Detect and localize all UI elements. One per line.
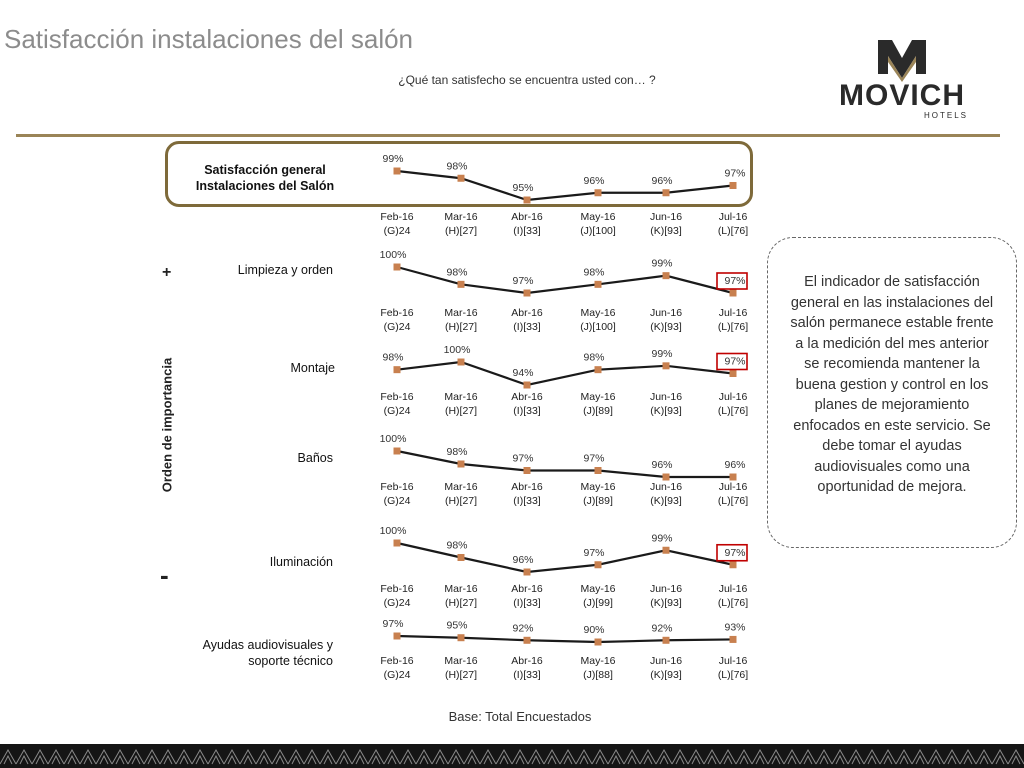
data-label: 97% xyxy=(724,546,746,559)
row-label-limpieza: Limpieza y orden xyxy=(237,263,333,277)
data-point xyxy=(730,561,737,568)
x-tick-label: Feb-16 xyxy=(380,583,414,595)
data-point xyxy=(730,474,737,481)
data-point xyxy=(730,290,737,297)
data-label: 97% xyxy=(724,355,746,368)
data-label: 100% xyxy=(379,525,407,537)
data-label: 93% xyxy=(724,621,746,634)
page-subtitle: ¿Qué tan satisfecho se encuentra usted con… ? xyxy=(398,73,656,87)
data-point xyxy=(663,362,670,369)
series-line xyxy=(397,171,733,200)
data-point xyxy=(458,461,465,468)
data-point xyxy=(458,281,465,288)
x-base-label: (H)[27] xyxy=(444,405,478,417)
x-tick-label: Jun-16 xyxy=(649,655,683,667)
data-label: 95% xyxy=(512,182,534,194)
x-base-label: (K)[93] xyxy=(650,495,682,507)
x-base-label: (H)[27] xyxy=(444,669,478,681)
x-tick-label: Jul-16 xyxy=(718,583,748,595)
series-line xyxy=(397,362,733,385)
data-label: 98% xyxy=(446,539,468,552)
x-base-label: (L)[76] xyxy=(717,225,749,237)
data-point xyxy=(394,168,401,175)
x-tick-label: Jul-16 xyxy=(718,307,748,319)
x-base-label: (I)[33] xyxy=(513,495,541,507)
x-base-label: (G)24 xyxy=(383,495,411,507)
x-base-label: (L)[76] xyxy=(717,405,749,417)
x-base-label: (H)[27] xyxy=(444,597,478,609)
data-label: 97% xyxy=(583,452,605,465)
x-base-label: (K)[93] xyxy=(650,405,682,417)
x-base-label: (J)[100] xyxy=(580,225,616,237)
x-tick-label: Feb-16 xyxy=(380,391,414,403)
x-tick-label: Jun-16 xyxy=(649,481,683,493)
data-point xyxy=(524,637,531,644)
chart-row-5 xyxy=(380,618,748,681)
data-label: 97% xyxy=(382,618,404,630)
data-point xyxy=(524,197,531,204)
row-label-montaje: Montaje xyxy=(290,361,335,375)
data-point xyxy=(394,540,401,547)
x-tick-label: Mar-16 xyxy=(444,583,478,595)
data-label: 96% xyxy=(512,554,534,566)
data-label: 100% xyxy=(379,433,407,445)
data-label: 97% xyxy=(724,167,746,180)
x-tick-label: Jun-16 xyxy=(649,211,683,223)
x-base-label: (I)[33] xyxy=(513,669,541,681)
x-tick-label: Feb-16 xyxy=(380,307,414,319)
data-point xyxy=(524,467,531,474)
x-base-label: (J)[88] xyxy=(583,669,613,681)
x-base-label: (L)[76] xyxy=(717,321,749,333)
data-point xyxy=(458,554,465,561)
x-base-label: (L)[76] xyxy=(717,495,749,507)
x-tick-label: May-16 xyxy=(580,481,616,493)
chart-row-1 xyxy=(380,249,749,333)
x-tick-label: Abr-16 xyxy=(511,391,543,403)
data-point xyxy=(595,467,602,474)
x-base-label: (J)[89] xyxy=(583,495,613,507)
data-point xyxy=(663,272,670,279)
x-tick-label: Feb-16 xyxy=(380,655,414,667)
x-tick-label: May-16 xyxy=(580,307,616,319)
row-label-iluminacion: Iluminación xyxy=(269,555,333,569)
x-tick-label: May-16 xyxy=(580,391,616,403)
x-tick-label: Mar-16 xyxy=(444,391,478,403)
data-point xyxy=(595,561,602,568)
data-label: 92% xyxy=(512,622,534,635)
x-tick-label: Jul-16 xyxy=(718,655,748,667)
logo-sub-text: HOTELS xyxy=(923,111,969,120)
data-label: 96% xyxy=(651,459,673,471)
x-tick-label: Feb-16 xyxy=(380,481,414,493)
data-point xyxy=(663,637,670,644)
data-label: 98% xyxy=(446,446,468,458)
data-point xyxy=(458,359,465,366)
chart-row-0 xyxy=(380,153,748,237)
data-label: 99% xyxy=(382,153,404,165)
data-label: 98% xyxy=(382,351,404,364)
data-point xyxy=(663,474,670,481)
plus-sign: + xyxy=(162,264,172,281)
data-label: 100% xyxy=(379,249,407,261)
x-base-label: (I)[33] xyxy=(513,597,541,609)
data-label: 98% xyxy=(583,351,605,364)
x-base-label: (I)[33] xyxy=(513,321,541,333)
data-label: 100% xyxy=(443,344,471,356)
data-label: 97% xyxy=(724,275,746,287)
x-tick-label: Abr-16 xyxy=(511,481,543,493)
logo-brand-text: MOVICH xyxy=(839,79,965,112)
data-label: 96% xyxy=(724,459,746,471)
chart-row-2 xyxy=(380,344,748,417)
x-base-label: (G)24 xyxy=(383,669,411,681)
data-label: 96% xyxy=(583,174,605,187)
data-label: 97% xyxy=(512,452,534,465)
x-tick-label: Mar-16 xyxy=(444,307,478,319)
x-tick-label: May-16 xyxy=(580,583,616,595)
data-point xyxy=(663,547,670,554)
x-base-label: (H)[27] xyxy=(444,321,478,333)
insight-note: El indicador de satisfacción general en las instalaciones del salón permanece estable frente a la medición del mes anterior se recomienda mantener la buena gestion y control en los planes de mejoramiento enfocados en este servicio. Se debe tomar el ayudas audiovisuales como una oportunidad de mejora. xyxy=(767,237,1017,548)
x-base-label: (K)[93] xyxy=(650,597,682,609)
series-line xyxy=(397,636,733,642)
data-point xyxy=(595,639,602,646)
x-tick-label: May-16 xyxy=(580,655,616,667)
x-tick-label: Jun-16 xyxy=(649,307,683,319)
data-label: 99% xyxy=(651,347,673,360)
row-label-ayudas: Ayudas audiovisuales y soporte técnico xyxy=(202,638,333,668)
data-point xyxy=(458,634,465,641)
data-label: 94% xyxy=(512,367,534,379)
x-base-label: (J)[99] xyxy=(583,597,613,609)
x-tick-label: Mar-16 xyxy=(444,655,478,667)
x-base-label: (G)24 xyxy=(383,405,411,417)
x-base-label: (J)[89] xyxy=(583,405,613,417)
data-label: 97% xyxy=(583,546,605,559)
data-point xyxy=(595,281,602,288)
data-point xyxy=(458,175,465,182)
x-base-label: (G)24 xyxy=(383,321,411,333)
data-point xyxy=(730,636,737,643)
x-tick-label: Abr-16 xyxy=(511,307,543,319)
data-label: 95% xyxy=(446,619,468,632)
x-base-label: (L)[76] xyxy=(717,669,749,681)
data-point xyxy=(595,189,602,196)
data-label: 98% xyxy=(583,266,605,279)
x-tick-label: Abr-16 xyxy=(511,655,543,667)
x-base-label: (H)[27] xyxy=(444,225,478,237)
x-tick-label: Abr-16 xyxy=(511,583,543,595)
x-base-label: (K)[93] xyxy=(650,225,682,237)
x-base-label: (I)[33] xyxy=(513,405,541,417)
data-label: 99% xyxy=(651,532,673,545)
x-base-label: (K)[93] xyxy=(650,321,682,333)
row-label-overall: Satisfacción general Instalaciones del Salón xyxy=(195,163,335,193)
x-tick-label: Jun-16 xyxy=(649,583,683,595)
data-point xyxy=(730,182,737,189)
bottom-pattern-band xyxy=(0,744,1024,768)
x-tick-label: Jun-16 xyxy=(649,391,683,403)
chart-row-3 xyxy=(380,433,749,507)
x-base-label: (I)[33] xyxy=(513,225,541,237)
importance-axis-title: Orden de importancia xyxy=(159,357,175,493)
data-point xyxy=(730,370,737,377)
x-base-label: (G)24 xyxy=(383,225,411,237)
x-tick-label: May-16 xyxy=(580,211,616,223)
data-point xyxy=(394,264,401,271)
data-point xyxy=(663,189,670,196)
page-title: Satisfacción instalaciones del salón xyxy=(4,24,414,54)
data-label: 90% xyxy=(583,624,605,636)
x-base-label: (H)[27] xyxy=(444,495,478,507)
data-label: 98% xyxy=(446,160,468,173)
data-label: 99% xyxy=(651,257,673,270)
data-label: 92% xyxy=(651,622,673,635)
data-point xyxy=(524,569,531,576)
x-tick-label: Jul-16 xyxy=(718,211,748,223)
data-point xyxy=(524,290,531,297)
data-point xyxy=(394,366,401,373)
row-label-banos: Baños xyxy=(297,451,333,465)
data-label: 97% xyxy=(512,275,534,287)
x-tick-label: Abr-16 xyxy=(511,211,543,223)
data-label: 96% xyxy=(651,174,673,187)
minus-sign: - xyxy=(160,560,169,590)
x-tick-label: Mar-16 xyxy=(444,211,478,223)
base-note: Base: Total Encuestados xyxy=(448,709,592,724)
chart-row-4 xyxy=(380,525,749,609)
data-point xyxy=(394,448,401,455)
x-base-label: (K)[93] xyxy=(650,669,682,681)
x-tick-label: Jul-16 xyxy=(718,391,748,403)
x-base-label: (L)[76] xyxy=(717,597,749,609)
data-point xyxy=(595,366,602,373)
x-tick-label: Feb-16 xyxy=(380,211,414,223)
x-base-label: (G)24 xyxy=(383,597,411,609)
x-tick-label: Jul-16 xyxy=(718,481,748,493)
x-base-label: (J)[100] xyxy=(580,321,616,333)
data-point xyxy=(394,633,401,640)
data-label: 98% xyxy=(446,266,468,279)
data-point xyxy=(524,382,531,389)
x-tick-label: Mar-16 xyxy=(444,481,478,493)
